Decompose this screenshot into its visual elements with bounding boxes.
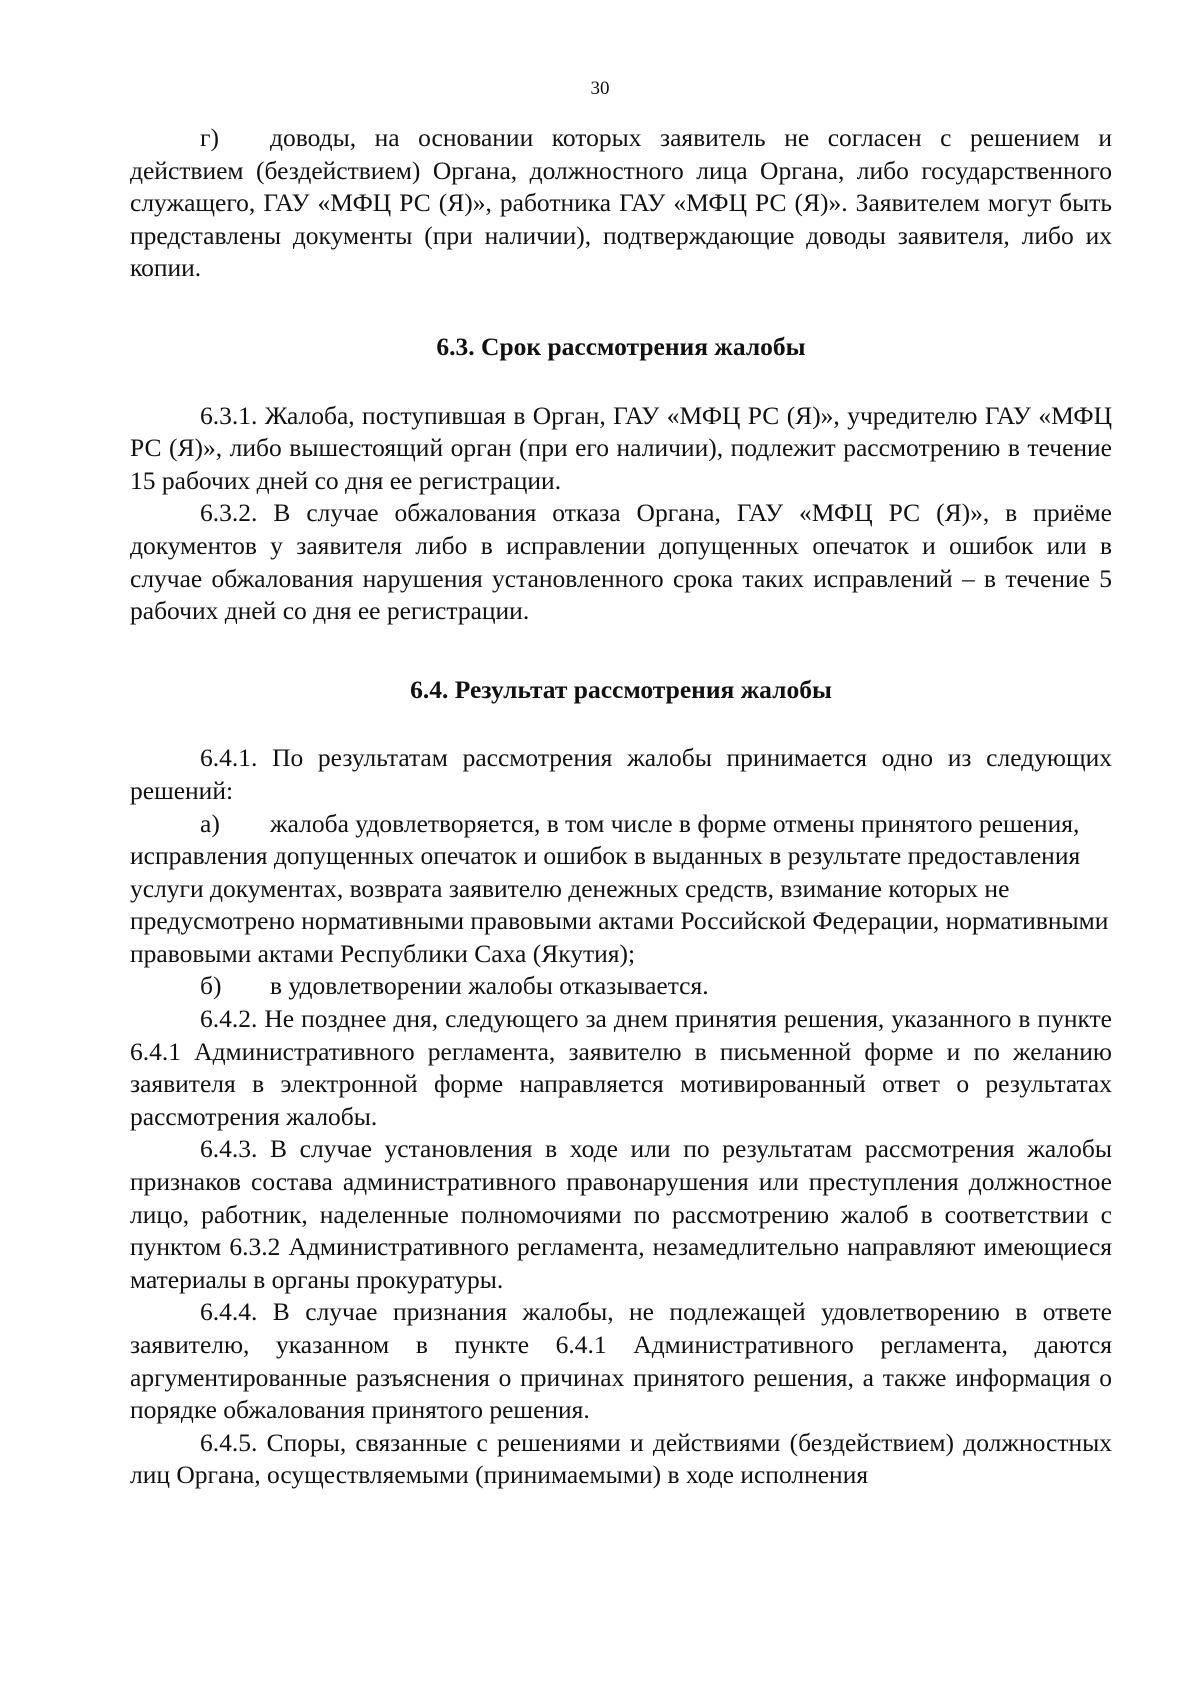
- list-item-text: доводы, на основании которых заявитель не согласен с решением и действием (бездействием) Органа, должностного лица Органа, либо государственного служащего, ГАУ «МФЦ РС (Я)», работника ГАУ «МФЦ РС (Я)». Заявителем могут быть представлены документы (при наличии), подтверждающие доводы заявителя, либо их копии.: [130, 123, 1112, 283]
- list-marker: б): [200, 971, 222, 1001]
- paragraph-6-3-2: 6.3.2. В случае обжалования отказа Органа, ГАУ «МФЦ РС (Я)», в приёме документов у заявителя либо в исправлении допущенных опечаток и ошибок или в случае обжалования нарушения установленного срока таких исправлений – в течение 5 рабочих дней со дня ее регистрации.: [130, 498, 1112, 626]
- list-item-text: в удовлетворении жалобы отказывается.: [270, 971, 709, 1001]
- paragraph-6-3-1: 6.3.1. Жалоба, поступившая в Орган, ГАУ «МФЦ РС (Я)», учредителю ГАУ «МФЦ РС (Я)», либо вышестоящий орган (при его наличии), подлежит рассмотрению в течение 15 рабочих дней со дня ее регистрации.: [130, 400, 1112, 495]
- list-item-g: [130, 122, 1112, 285]
- list-marker: г): [200, 123, 219, 152]
- page-number: 30: [590, 78, 610, 99]
- list-marker: а): [200, 808, 220, 838]
- section-heading-6-4: 6.4. Результат рассмотрения жалобы: [410, 674, 832, 704]
- section-heading-6-3: 6.3. Срок рассмотрения жалобы: [436, 331, 806, 361]
- list-item-text: жалоба удовлетворяется, в том числе в форме отмены принятого решения, исправления допущенных опечаток и ошибок в выданных в результате предоставления услуги документах, возврата заявителю денежных средств, взимание которых не предусмотрено нормативными правовыми актами Российской Федерации, нормативными правовыми актами Республики Саха (Якутия);: [130, 808, 1109, 968]
- paragraph-6-4-2: 6.4.2. Не позднее дня, следующего за днем принятия решения, указанного в пункте 6.4.1 Административного регламента, заявителю в письменной форме и по желанию заявителя в электронной форме направляется мотивированный ответ о результатах рассмотрения жалобы.: [130, 1004, 1112, 1131]
- list-item-a: [130, 808, 1112, 971]
- paragraph-6-4-1: 6.4.1. По результатам рассмотрения жалобы принимается одно из следующих решений:: [130, 743, 1112, 805]
- paragraph-6-4-3: 6.4.3. В случае установления в ходе или по результатам рассмотрения жалобы признаков состава административного правонарушения или преступления должностное лицо, работник, наделенные полномочиями по рассмотрению жалоб в соответствии с пунктом 6.3.2 Административного регламента, незамедлительно направляют имеющиеся материалы в органы прокуратуры.: [130, 1134, 1112, 1294]
- paragraph-6-4-4: 6.4.4. В случае признания жалобы, не подлежащей удовлетворению в ответе заявителю, указанном в пункте 6.4.1 Административного регламента, даются аргументированные разъяснения о причинах принятого решения, а также информация о порядке обжалования принятого решения.: [130, 1297, 1112, 1425]
- list-item-b: [130, 970, 1112, 1003]
- document-body: [130, 122, 1112, 1492]
- paragraph-6-4-5: 6.4.5. Споры, связанные с решениями и действиями (бездействием) должностных лиц Органа, осуществляемыми (принимаемыми) в ходе исполнения: [130, 1427, 1112, 1490]
